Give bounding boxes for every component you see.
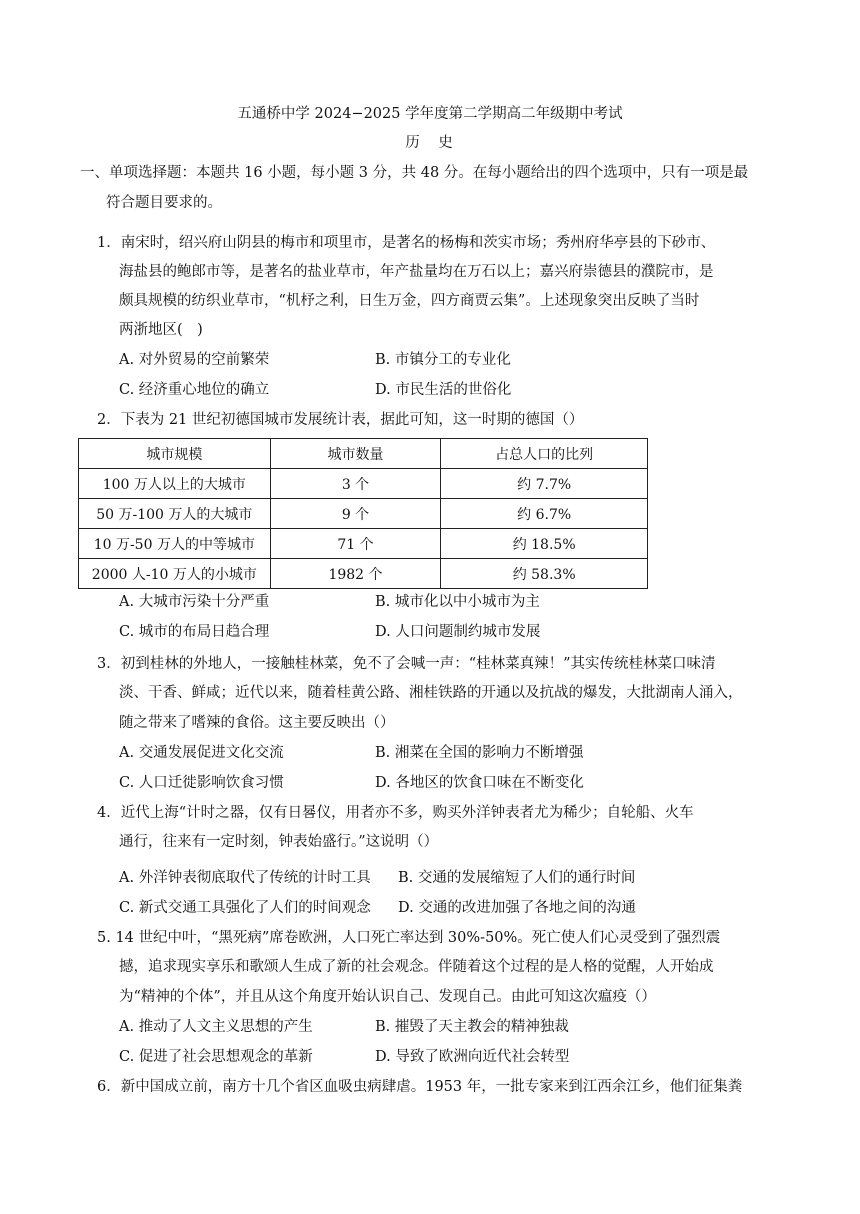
question-1-stem: 颇具规模的纺织业草市，“机杼之利，日生万金，四方商贾云集”。上述现象突出反映了当时 xyxy=(119,293,700,309)
table-cell: 约 58.3% xyxy=(441,559,648,589)
table-cell: 9 个 xyxy=(270,499,441,529)
question-5-option-d[interactable]: D. 导致了欧洲向近代社会转型 xyxy=(375,1049,570,1065)
question-1-stem: 两浙地区( ) xyxy=(119,322,203,338)
table-cell: 50 万-100 万人的大城市 xyxy=(79,499,271,529)
section-instruction: 一、单项选择题：本题共 16 小题，每小题 3 分，共 48 分。在每小题给出的四个选项中，只有一项是最 xyxy=(80,165,749,181)
question-3-option-d[interactable]: D. 各地区的饮食口味在不断变化 xyxy=(375,775,584,791)
question-5-stem: 5. 14 世纪中叶，“黑死病”席卷欧洲，人口死亡率达到 30%-50%。死亡使人们心灵受到了强烈震 xyxy=(97,930,721,946)
table-header-cell: 城市数量 xyxy=(270,439,441,469)
table-row xyxy=(79,559,648,589)
table-cell: 约 6.7% xyxy=(441,499,648,529)
question-5-stem: 为“精神的个体”，并且从这个角度开始认识自己、发现自己。由此可知这次瘟疫（） xyxy=(119,989,656,1005)
question-2-option-b[interactable]: B. 城市化以中小城市为主 xyxy=(375,594,540,610)
question-4-option-b[interactable]: B. 交通的发展缩短了人们的通行时间 xyxy=(398,870,636,886)
exam-title: 五通桥中学 2024−2025 学年度第二学期高二年级期中考试 xyxy=(237,106,623,122)
question-4-option-c[interactable]: C. 新式交通工具强化了人们的时间观念 xyxy=(119,900,371,916)
question-1-option-b[interactable]: B. 市镇分工的专业化 xyxy=(375,352,511,368)
question-6-stem: 6．新中国成立前，南方十几个省区血吸虫病肆虐。1953 年，一批专家来到江西余江乡，他们征集粪 xyxy=(97,1079,743,1095)
table-header-cell: 城市规模 xyxy=(79,439,271,469)
question-3-option-c[interactable]: C. 人口迁徙影响饮食习惯 xyxy=(119,775,284,791)
question-3-stem: 淡、干香、鲜咸；近代以来，随着桂黄公路、湘桂铁路的开通以及抗战的爆发，大批湖南人涌入， xyxy=(119,685,743,701)
question-2-option-c[interactable]: C. 城市的布局日趋合理 xyxy=(119,624,270,640)
table-cell: 3 个 xyxy=(270,469,441,499)
question-5-option-b[interactable]: B. 摧毁了天主教会的精神独裁 xyxy=(375,1019,569,1035)
table-cell: 71 个 xyxy=(270,529,441,559)
table-row xyxy=(79,529,648,559)
question-4-option-d[interactable]: D. 交通的改进加强了各地之间的沟通 xyxy=(398,900,636,916)
question-5-option-a[interactable]: A. 推动了人文主义思想的产生 xyxy=(119,1019,313,1035)
section-instruction-cont: 符合题目要求的。 xyxy=(106,195,222,211)
question-2-stem: 2．下表为 21 世纪初德国城市发展统计表，据此可知，这一时期的德国（） xyxy=(97,412,584,428)
question-4-stem: 4．近代上海“计时之器，仅有日晷仪，用者亦不多，购买外洋钟表者尤为稀少；自轮船、火车 xyxy=(97,805,694,821)
table-row xyxy=(79,499,648,529)
question-5-option-c[interactable]: C. 促进了社会思想观念的革新 xyxy=(119,1049,313,1065)
table-cell: 约 7.7% xyxy=(441,469,648,499)
subject-title: 历 史 xyxy=(405,135,455,151)
question-2-option-d[interactable]: D. 人口问题制约城市发展 xyxy=(375,624,541,640)
table-cell: 10 万-50 万人的中等城市 xyxy=(79,529,271,559)
question-3-option-b[interactable]: B. 湘菜在全国的影响力不断增强 xyxy=(375,745,584,761)
question-3-stem: 随之带来了嗜辣的食俗。这主要反映出（） xyxy=(119,715,395,731)
question-1-option-d[interactable]: D. 市民生活的世俗化 xyxy=(375,382,512,398)
question-1-option-a[interactable]: A. 对外贸易的空前繁荣 xyxy=(119,352,270,368)
question-1-option-c[interactable]: C. 经济重心地位的确立 xyxy=(119,382,270,398)
question-1-stem: 1．南宋时，绍兴府山阴县的梅市和项里市，是著名的杨梅和茨实市场；秀州府华亭县的下砂市、 xyxy=(97,235,716,251)
question-2-option-a[interactable]: A. 大城市污染十分严重 xyxy=(119,594,270,610)
table-header-cell: 占总人口的比列 xyxy=(441,439,648,469)
question-1-stem: 海盐县的鲍郎市等，是著名的盐业草市，年产盐量均在万石以上；嘉兴府崇德县的濮院市，是 xyxy=(119,264,714,280)
question-4-option-a[interactable]: A. 外洋钟表彻底取代了传统的计时工具 xyxy=(119,870,371,886)
table-cell: 2000 人-10 万人的小城市 xyxy=(79,559,271,589)
question-3-option-a[interactable]: A. 交通发展促进文化交流 xyxy=(119,745,284,761)
city-stats-table xyxy=(78,438,648,589)
question-4-stem: 通行，往来有一定时刻，钟表始盛行。”这说明（） xyxy=(119,834,439,850)
question-5-stem: 撼，追求现实享乐和歌颂人生成了新的社会观念。伴随着这个过程的是人格的觉醒，人开始成 xyxy=(119,959,714,975)
table-cell: 100 万人以上的大城市 xyxy=(79,469,271,499)
table-header-row xyxy=(79,439,648,469)
question-3-stem: 3．初到桂林的外地人，一接触桂林菜，免不了会喊一声：“桂林菜真辣！”其实传统桂林菜口味清 xyxy=(97,656,716,672)
table-row xyxy=(79,469,648,499)
table-cell: 约 18.5% xyxy=(441,529,648,559)
table-cell: 1982 个 xyxy=(270,559,441,589)
